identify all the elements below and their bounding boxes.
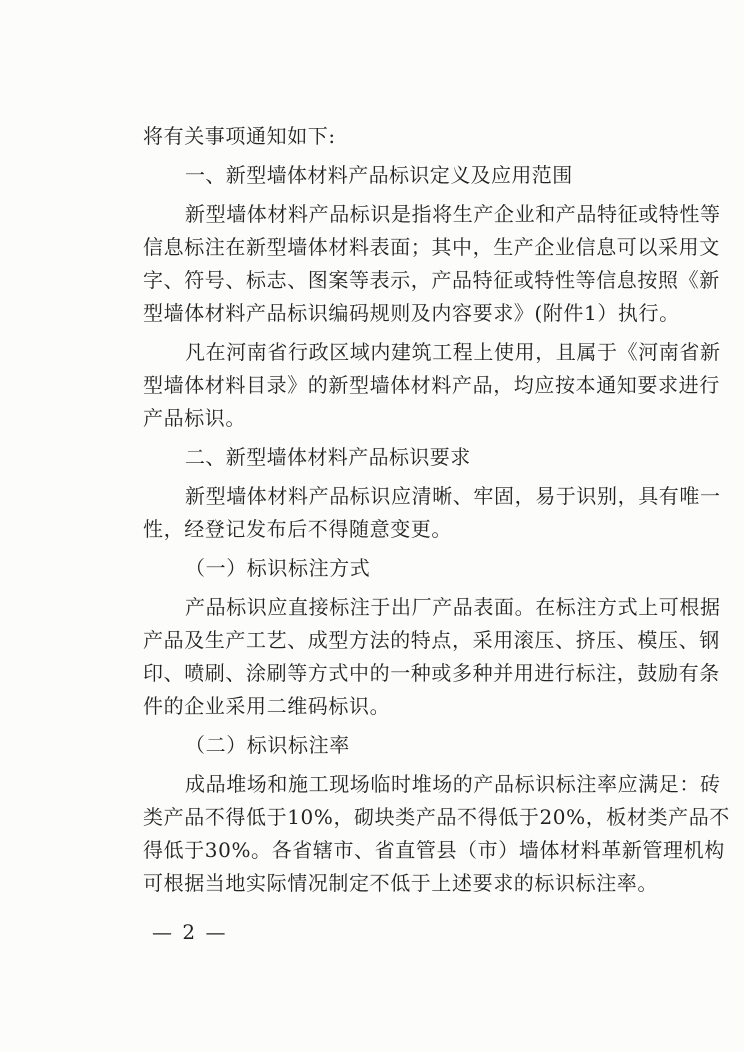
paragraph-line: 新型墙体材料产品标识是指将生产企业和产品特征或特性等 (185, 202, 721, 226)
paragraph-line: 信息标注在新型墙体材料表面；其中，生产企业信息可以采用文 (143, 235, 720, 259)
page-number: — 2 — (152, 920, 228, 944)
section2-paragraph1 (143, 480, 721, 546)
paragraph-line: 型墙体材料目录》的新型墙体材料产品，均应按本通知要求进行 (143, 373, 720, 397)
paragraph-line: 性，经登记发布后不得随意变更。 (143, 517, 452, 541)
paragraph-line: 产品标识应直接标注于出厂产品表面。在标注方式上可根据 (185, 595, 721, 619)
section2-heading: 二、新型墙体材料产品标识要求 (185, 445, 471, 469)
paragraph-line: 成品堆场和施工现场临时堆场的产品标识标注率应满足：砖 (185, 772, 721, 796)
section1-paragraph1 (143, 198, 721, 330)
subsection2-heading: （二）标识标注率 (185, 733, 350, 757)
subsection1-paragraph (143, 591, 721, 723)
subsection2-paragraph (143, 768, 730, 900)
paragraph-line: 新型墙体材料产品标识应清晰、牢固，易于识别，具有唯一 (185, 484, 721, 508)
opening-line: 将有关事项通知如下: (143, 124, 336, 148)
paragraph-line: 字、符号、标志、图案等表示，产品特征或特性等信息按照《新 (143, 268, 720, 292)
paragraph-line: 类产品不得低于10%，砌块类产品不得低于20%，板材类产品不 (143, 805, 730, 829)
paragraph-line: 产品及生产工艺、成型方法的特点，采用滚压、挤压、模压、钢 (143, 628, 720, 652)
paragraph-line: 件的企业采用二维码标识。 (143, 694, 391, 718)
paragraph-line: 得低于30%。各省辖市、省直管县（市）墙体材料革新管理机构 (143, 838, 725, 862)
paragraph-line: 可根据当地实际情况制定不低于上述要求的标识标注率。 (143, 871, 658, 895)
section1-paragraph2 (143, 336, 721, 435)
paragraph-line: 型墙体材料产品标识编码规则及内容要求》(附件1）执行。 (143, 301, 680, 325)
subsection1-heading: （一）标识标注方式 (185, 556, 371, 580)
paragraph-line: 印、喷刷、涂刷等方式中的一种或多种并用进行标注，鼓励有条 (143, 661, 720, 685)
section1-heading: 一、新型墙体材料产品标识定义及应用范围 (185, 163, 573, 187)
paragraph-line: 产品标识。 (143, 406, 246, 430)
document-body (143, 120, 730, 900)
paragraph-line: 凡在河南省行政区域内建筑工程上使用，且属于《河南省新 (185, 340, 721, 364)
